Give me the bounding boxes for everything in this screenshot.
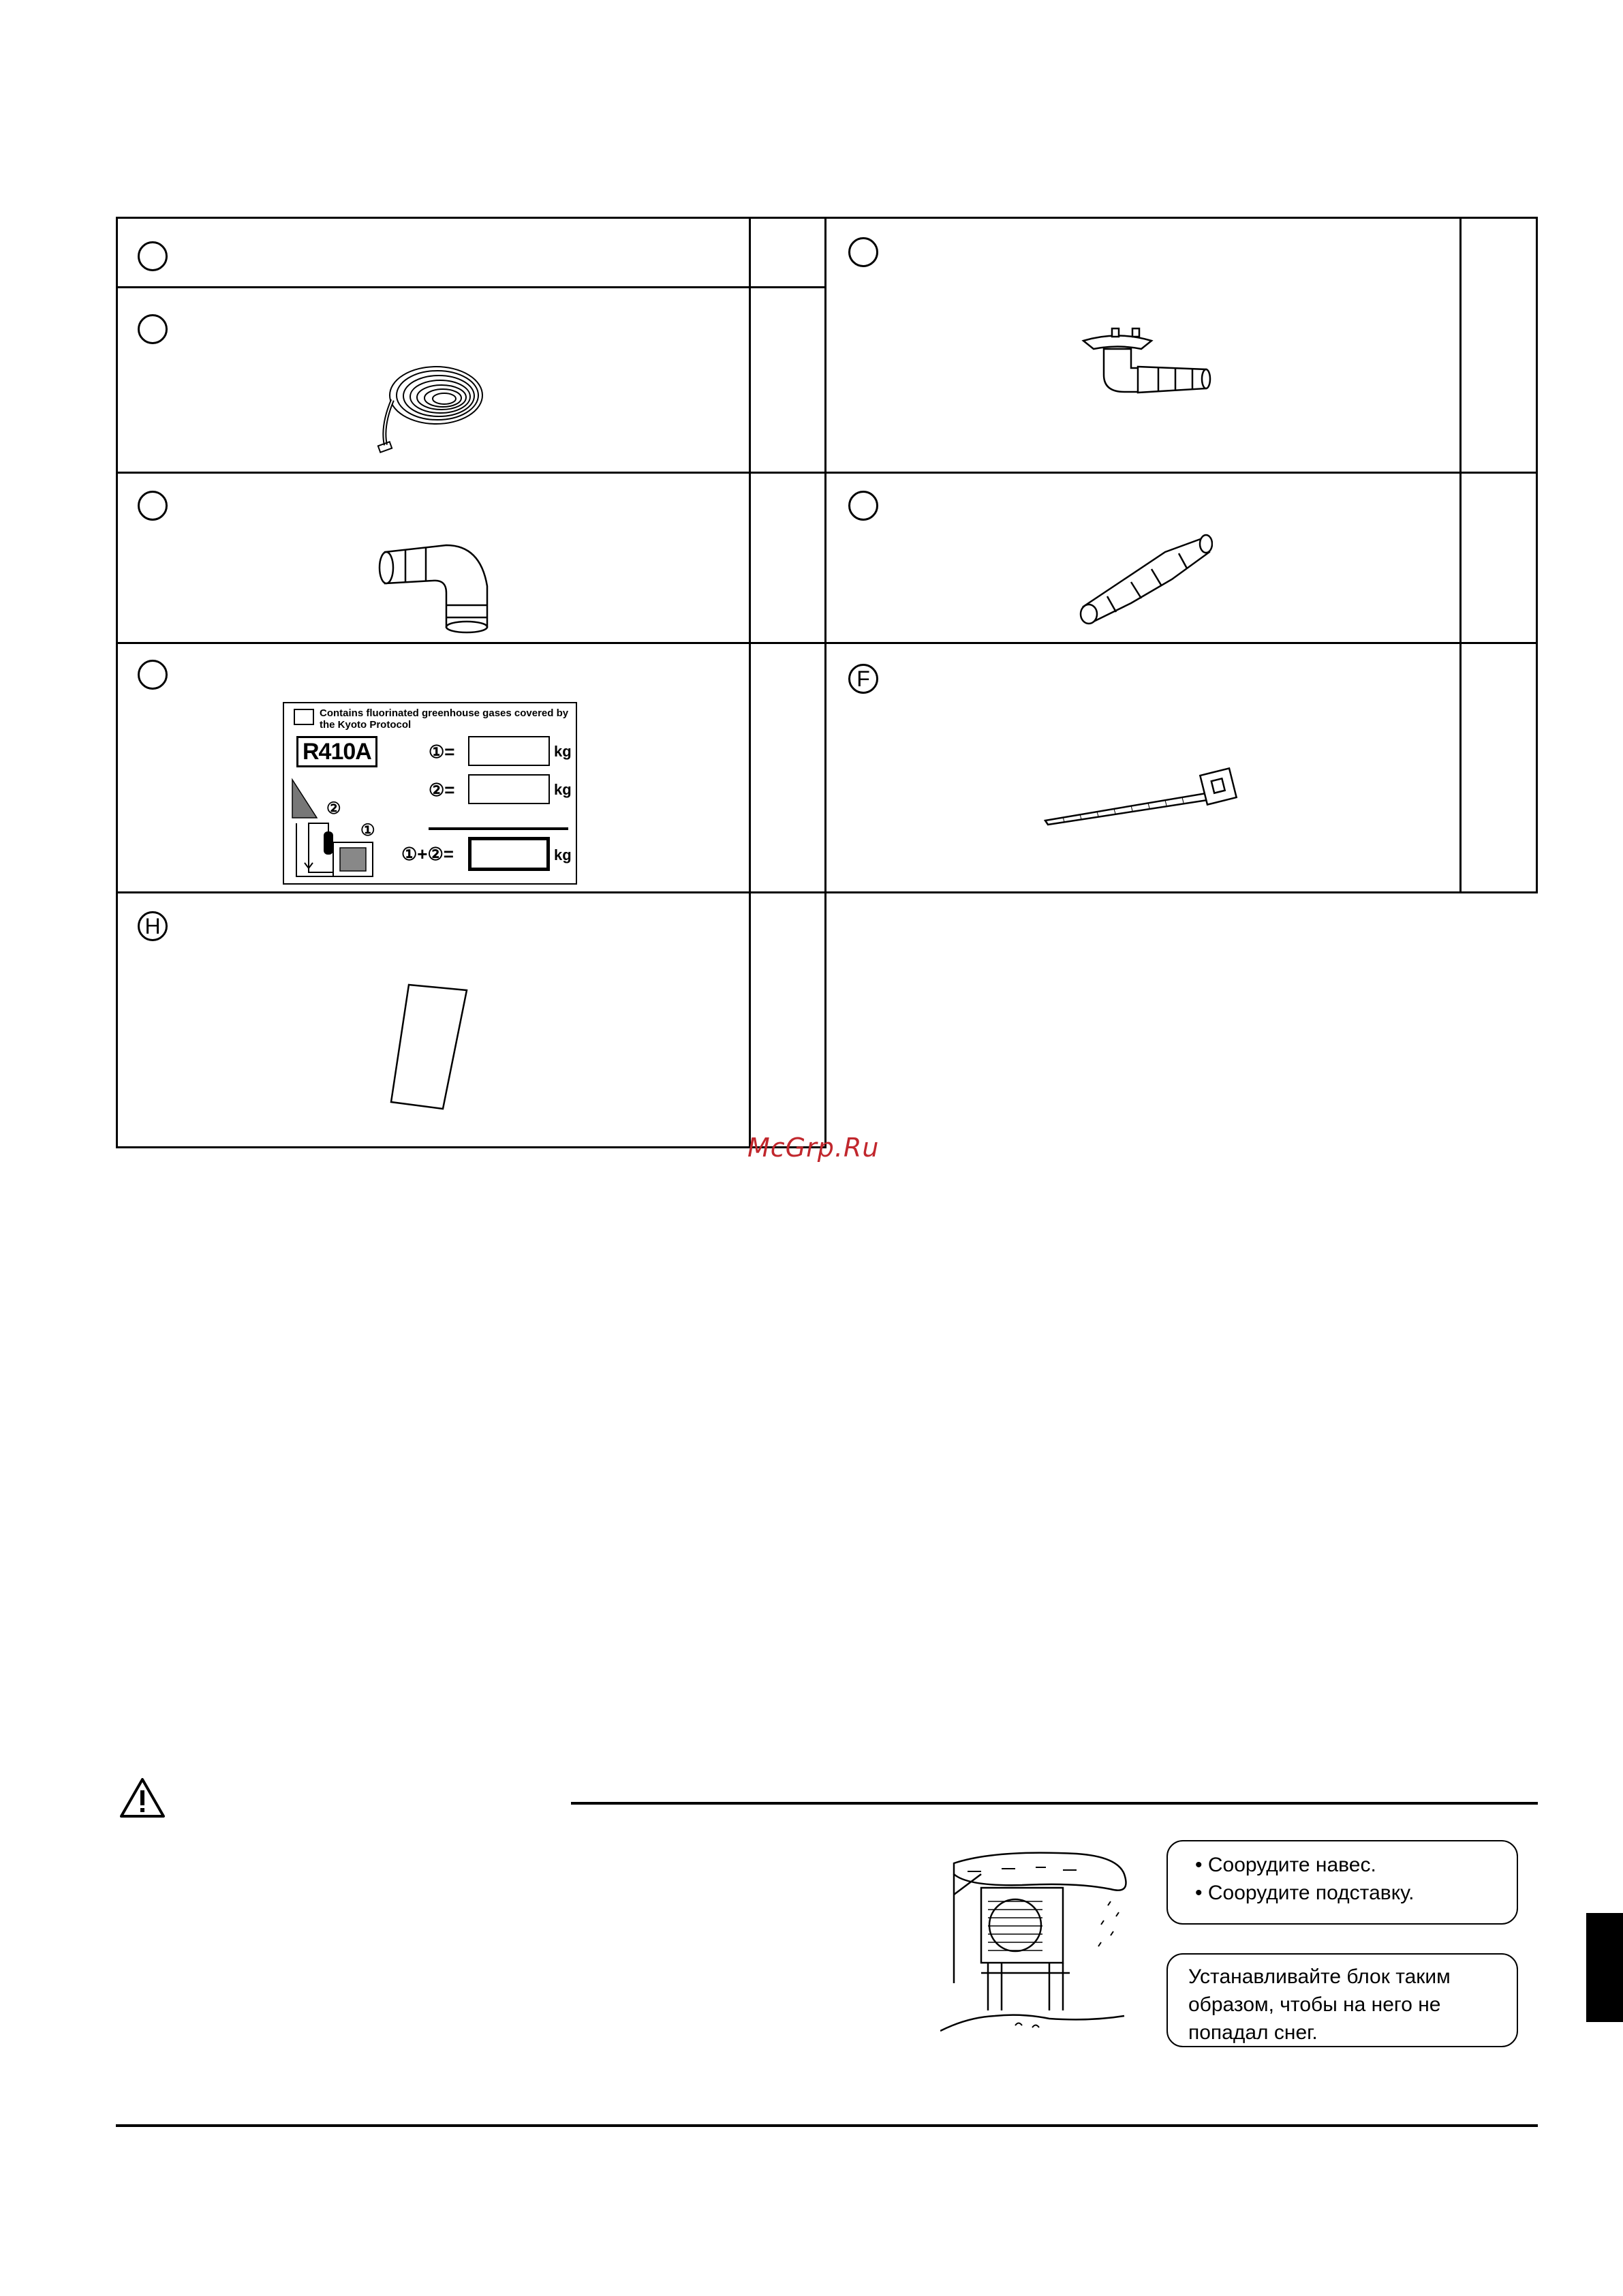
- row-line: [116, 642, 1538, 644]
- cable-tie-illustration: [1042, 758, 1261, 826]
- row-line: [116, 286, 826, 288]
- row-line: [116, 472, 1538, 474]
- row1-field: [468, 736, 550, 766]
- row2-unit: kg: [554, 781, 572, 798]
- warning-triangle-icon: [119, 1777, 166, 1819]
- insulation-strip-illustration: [388, 978, 470, 1114]
- refrigerant-type: R410A: [296, 736, 377, 767]
- cylinder-num1: ①: [360, 821, 375, 840]
- snow-advice-line-2: образом, чтобы на него не: [1188, 1993, 1441, 2016]
- row3-unit: kg: [554, 846, 572, 863]
- part-c-marker: [848, 237, 878, 267]
- stand-advice-item: • Соорудите подставку.: [1195, 1882, 1415, 1904]
- snow-canopy-illustration: [940, 1847, 1172, 2045]
- row1-unit: kg: [554, 743, 572, 760]
- row2-label: ②=: [429, 780, 455, 800]
- part-f-marker: F: [848, 664, 878, 694]
- section-rule: [571, 1802, 1538, 1805]
- col-divider-2: [824, 217, 826, 1148]
- table-top-line: [116, 217, 1538, 219]
- language-tab: [1586, 1913, 1623, 2022]
- sum-line: [429, 827, 568, 830]
- canopy-advice-item: • Соорудите навес.: [1195, 1854, 1376, 1876]
- snow-advice-bubble: [1166, 1953, 1518, 2047]
- drain-hose-illustration: [368, 358, 491, 460]
- elbow-fitting-illustration: [378, 525, 521, 634]
- table-left-line: [116, 217, 118, 1148]
- canopy-advice-bubble: [1166, 1840, 1518, 1925]
- drain-elbow-illustration: [1077, 320, 1213, 402]
- row3-label: ①+②=: [401, 844, 454, 864]
- snow-advice-line-1: Устанавливайте блок таким: [1188, 1965, 1451, 1988]
- label-heading: Contains fluorinated greenhouse gases covered by the Kyoto Protocol: [320, 707, 569, 731]
- footer-rule: [116, 2124, 1538, 2127]
- row-line: [116, 891, 1538, 893]
- snow-advice-line-3: попадал снег.: [1188, 2021, 1318, 2044]
- table-bottom-left-line: [116, 1146, 826, 1148]
- part-h-marker: H: [138, 911, 168, 941]
- part-e-marker: [848, 491, 878, 521]
- joint-fitting-illustration: [1077, 532, 1213, 627]
- book-icon: [294, 709, 314, 725]
- col-divider-1: [749, 217, 751, 1148]
- part-g-marker: [138, 660, 168, 690]
- watermark: McGrp.Ru: [747, 1133, 880, 1163]
- row3-field: [468, 837, 550, 871]
- col-divider-3: [1459, 217, 1462, 893]
- part-d-marker: [138, 491, 168, 521]
- cylinder-diagram-icon: [290, 777, 399, 881]
- row1-label: ①=: [429, 741, 455, 762]
- cylinder-num2: ②: [326, 799, 341, 818]
- row2-field: [468, 774, 550, 804]
- part-b-marker: [138, 314, 168, 344]
- table-right-line: [1536, 217, 1538, 893]
- part-a-marker: [138, 241, 168, 271]
- refrigerant-label: [283, 702, 577, 885]
